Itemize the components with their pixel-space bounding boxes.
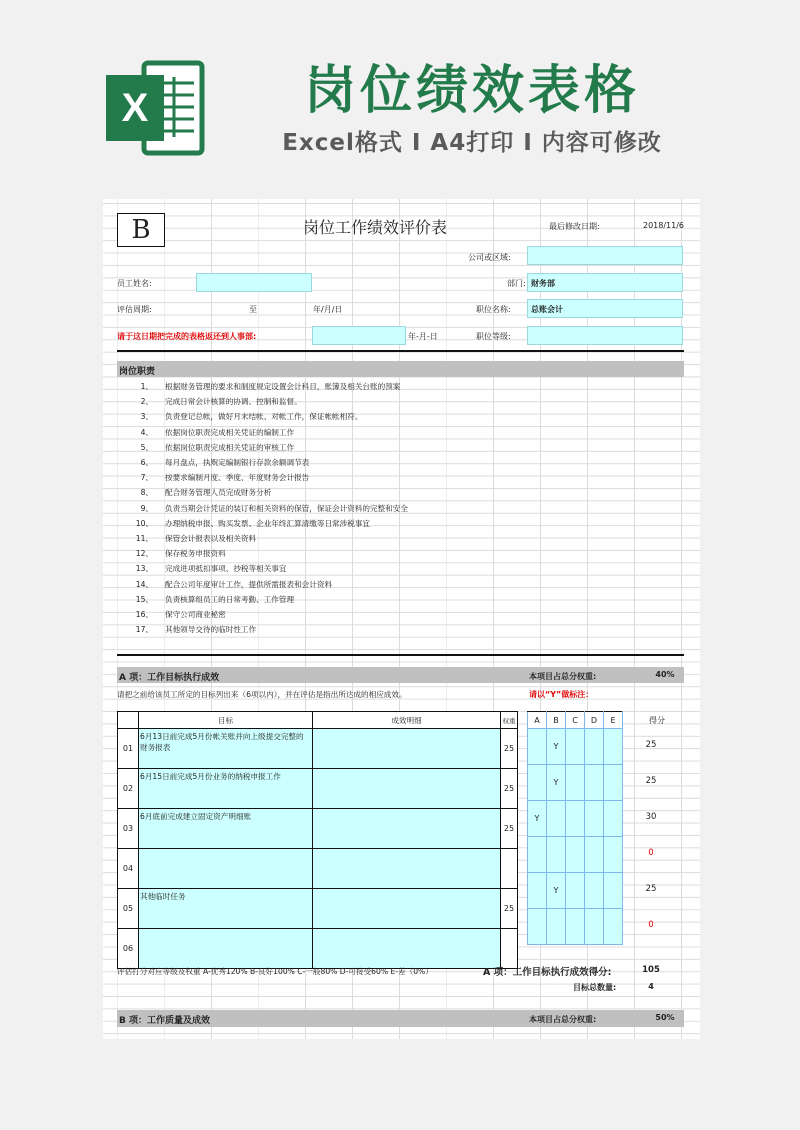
duty-item — [117, 546, 226, 561]
goal-number: 04 — [118, 849, 139, 889]
duty-text: 保管会计报表以及相关资料 — [165, 534, 257, 543]
duty-number: 14、 — [135, 579, 153, 589]
duty-number: 3、 — [140, 412, 153, 422]
mark-instruction — [529, 689, 593, 700]
goals-header-result: 成效明细 — [313, 712, 501, 729]
grade-cell-b[interactable]: Y — [547, 873, 566, 909]
goal-weight: 25 — [501, 769, 518, 809]
duty-item — [117, 516, 370, 531]
grade-table — [527, 711, 623, 945]
duty-text: 完成日常会计核算的协调、控制和监督。 — [165, 397, 302, 407]
duty-text: 完成进项抵扣事项、抄税等相关事宜 — [165, 564, 287, 574]
goals-header-blank — [118, 712, 139, 729]
grade-row — [528, 873, 623, 909]
duty-item — [117, 577, 332, 592]
goal-result-cell[interactable] — [313, 889, 501, 929]
grade-row — [528, 765, 623, 801]
grade-cell-e[interactable] — [604, 909, 623, 945]
goal-text-cell[interactable]: 其他临时任务 — [139, 889, 313, 929]
grade-header-e: E — [604, 712, 623, 729]
duty-item — [117, 485, 271, 500]
grade-cell-c[interactable] — [566, 873, 585, 909]
section-a-total-value: 105 — [642, 965, 660, 975]
department-input[interactable] — [527, 273, 683, 292]
grade-cell-d[interactable] — [585, 837, 604, 873]
grade-cell-a[interactable] — [528, 729, 547, 765]
mark-symbol: “Y” — [545, 690, 562, 699]
goal-text-cell[interactable]: 6月底前完成建立固定资产明细账 — [139, 809, 313, 849]
section-b-heading: B 项：工作质量及成效 — [119, 1016, 210, 1026]
grade-header-c: C — [566, 712, 585, 729]
duty-text: 办理纳税申报、购买发票、企业年终汇算清缴等日常涉税事宜 — [165, 518, 371, 528]
return-date-format: 年-月-日 — [408, 332, 438, 341]
grade-cell-b[interactable] — [547, 909, 566, 945]
duty-item — [117, 394, 302, 409]
goal-result-cell[interactable] — [313, 729, 501, 769]
grade-header-b: B — [547, 712, 566, 729]
department-label: 部门: — [507, 279, 526, 288]
goals-table-header — [118, 712, 518, 729]
goal-row — [118, 889, 518, 929]
goal-weight — [501, 929, 518, 969]
employee-name-input[interactable] — [196, 273, 312, 292]
period-to: 至 — [249, 305, 257, 314]
position-value: 总账会计 — [531, 305, 563, 314]
grade-scale-text: 评估打分对应等级及权重 A-优秀120% B-良好100% C-一般80% D-可接受60% E-差（0%） — [117, 967, 433, 976]
goal-number: 05 — [118, 889, 139, 929]
grade-cell-b[interactable] — [547, 801, 566, 837]
grade-cell-c[interactable] — [566, 909, 585, 945]
duty-item — [117, 622, 256, 637]
duty-number: 1、 — [140, 382, 153, 391]
last-modified-value: 2018/11/6 — [643, 221, 685, 230]
grade-cell-a[interactable] — [528, 765, 547, 801]
return-notice: 请于这日期把完成的表格返还到人事部: — [117, 332, 257, 341]
score-header: 得分 — [649, 716, 665, 725]
goal-weight: 25 — [501, 889, 518, 929]
spreadsheet-page — [103, 199, 700, 1039]
section-b-header-bar — [117, 1010, 684, 1027]
department-value: 财务部 — [531, 279, 555, 288]
duty-item — [117, 561, 287, 576]
section-a-weight-label: 本项目占总分权重: — [529, 672, 597, 681]
goal-weight: 25 — [501, 809, 518, 849]
goal-text-cell[interactable]: 6月15日前完成5月份业务的纳税申报工作 — [139, 769, 313, 809]
grade-cell-c[interactable] — [566, 801, 585, 837]
grade-cell-d[interactable] — [585, 765, 604, 801]
grade-cell-e[interactable] — [604, 765, 623, 801]
goal-row — [118, 809, 518, 849]
duty-text: 依据岗位职责完成相关凭证的编制工作 — [165, 427, 295, 437]
employee-name-label: 员工姓名: — [117, 279, 152, 288]
duty-item — [117, 409, 362, 424]
goal-row — [118, 729, 518, 769]
grade-cell-e[interactable] — [604, 837, 623, 873]
duty-number: 9、 — [140, 503, 153, 513]
grade-cell-e[interactable] — [604, 873, 623, 909]
goal-text-cell[interactable]: 6月13日前完成5月份帐关账并向上级提交完整的财务报表 — [139, 729, 313, 769]
duty-number: 17、 — [135, 625, 153, 635]
duty-item — [117, 607, 226, 622]
grade-cell-e[interactable] — [604, 729, 623, 765]
duty-text: 保存税务申报资料 — [165, 549, 226, 559]
goal-weight — [501, 849, 518, 889]
grade-header-a: A — [528, 712, 547, 729]
duties-heading: 岗位职责 — [119, 367, 156, 377]
goal-result-cell[interactable] — [313, 849, 501, 889]
goal-text-cell[interactable] — [139, 849, 313, 889]
duty-text: 按要求编制月度、季度、年度财务会计报告 — [165, 473, 310, 483]
grade-cell-d[interactable] — [585, 801, 604, 837]
goal-score: 25 — [645, 884, 657, 894]
duty-item — [117, 592, 294, 607]
mark-suffix: 做标注： — [561, 690, 594, 699]
grade-cell-c[interactable] — [566, 729, 585, 765]
duty-item — [117, 440, 294, 455]
goal-score: 0 — [648, 848, 654, 858]
position-input[interactable] — [527, 299, 683, 318]
duty-number: 15、 — [135, 594, 153, 604]
return-date-input[interactable] — [312, 326, 406, 345]
grade-cell-a[interactable] — [528, 873, 547, 909]
duty-item — [117, 470, 309, 485]
goal-number: 03 — [118, 809, 139, 849]
duty-item — [117, 425, 294, 440]
duty-text: 配合公司年度审计工作，提供所需报表和会计资料 — [165, 579, 333, 589]
grade-cell-a[interactable]: Y — [528, 801, 547, 837]
goals-table — [117, 711, 518, 969]
goal-result-cell[interactable] — [313, 769, 501, 809]
goal-row — [118, 849, 518, 889]
section-a-header-bar — [117, 667, 684, 683]
company-input[interactable] — [527, 246, 683, 265]
duty-number: 4、 — [140, 427, 153, 437]
section-a-total-label: A 项：工作目标执行成效得分: — [483, 967, 612, 978]
goal-result-cell[interactable] — [313, 809, 501, 849]
period-format: 年/月/日 — [313, 305, 343, 314]
goal-score: 0 — [648, 920, 654, 930]
duty-item — [117, 501, 408, 516]
grade-label: 职位等级: — [476, 332, 511, 341]
excel-logo-icon — [104, 57, 206, 159]
duty-number: 8、 — [140, 488, 153, 498]
duty-number: 13、 — [135, 564, 153, 574]
duty-text: 负责当期会计凭证的装订和相关资料的保管，保证会计资料的完整和安全 — [165, 503, 408, 513]
goal-weight: 25 — [501, 729, 518, 769]
duty-text: 根据财务管理的要求和制度规定设置会计科目，账簿及相关台账的预案 — [165, 382, 401, 391]
goal-count-label: 目标总数量: — [573, 983, 617, 992]
grade-cell-d[interactable] — [585, 873, 604, 909]
duty-item — [117, 531, 256, 546]
duty-item — [117, 379, 400, 394]
goal-score: 25 — [645, 740, 657, 750]
goal-row — [118, 929, 518, 969]
goal-score: 25 — [645, 776, 657, 786]
divider — [117, 654, 684, 656]
duty-number: 10、 — [135, 518, 153, 528]
mark-prefix: 请以 — [529, 690, 545, 699]
grade-input[interactable] — [527, 326, 683, 345]
grade-row — [528, 837, 623, 873]
goal-result-cell[interactable] — [313, 929, 501, 969]
grade-cell-d[interactable] — [585, 729, 604, 765]
section-b-weight-value: 50% — [655, 1013, 675, 1022]
company-label: 公司或区域: — [468, 253, 511, 262]
position-label: 职位名称: — [476, 305, 511, 314]
grade-row — [528, 801, 623, 837]
duty-text: 保守公司商业秘密 — [165, 610, 226, 619]
goal-row — [118, 769, 518, 809]
duty-item — [117, 455, 309, 470]
goal-text-cell[interactable] — [139, 929, 313, 969]
logo-letter: X — [121, 86, 149, 130]
duty-text: 负责核算组员工的日常考勤、工作管理 — [165, 594, 295, 604]
duties-header-bar — [117, 361, 684, 377]
last-modified-label: 最后修改日期: — [549, 222, 600, 231]
banner-subtitle: Excel格式 I A4打印 I 内容可修改 — [282, 130, 662, 156]
section-a-instruction: 请把之前给该员工所定的目标列出来（6项以内），并在评估是指出所达成的相应成效。 — [117, 690, 407, 699]
duty-text: 配合财务管理人员完成财务分析 — [165, 488, 272, 498]
duty-number: 6、 — [140, 458, 153, 467]
goal-count-value: 4 — [648, 982, 654, 991]
duty-number: 2、 — [140, 397, 153, 407]
grade-cell-c[interactable] — [566, 765, 585, 801]
grade-cell-e[interactable] — [604, 801, 623, 837]
duty-text: 负责登记总帐，做好月末结帐、对帐工作，保证帐帐相符。 — [165, 412, 363, 422]
goal-number: 01 — [118, 729, 139, 769]
duty-number: 5、 — [140, 442, 153, 452]
period-label: 评估周期: — [117, 305, 152, 314]
grade-cell-b[interactable]: Y — [547, 729, 566, 765]
level-letter-box: B — [117, 213, 165, 247]
goal-number: 02 — [118, 769, 139, 809]
section-a-weight-value: 40% — [655, 670, 675, 679]
grade-header-d: D — [585, 712, 604, 729]
duty-number: 11、 — [135, 534, 153, 543]
section-b-weight-label: 本项目占总分权重: — [529, 1015, 597, 1024]
goals-header-goal: 目标 — [139, 712, 313, 729]
duty-text: 每月盘点，执贶定编制银行存款余额调节表 — [165, 458, 310, 467]
duty-text: 依据岗位职责完成相关凭证的审核工作 — [165, 442, 295, 452]
duty-number: 12、 — [135, 549, 153, 559]
sheet-title: 岗位工作绩效评价表 — [303, 218, 448, 237]
grade-table-header — [528, 712, 623, 729]
duty-text: 其他领导交待的临时性工作 — [165, 625, 257, 635]
grade-row — [528, 729, 623, 765]
grade-cell-a[interactable] — [528, 909, 547, 945]
grade-cell-d[interactable] — [585, 909, 604, 945]
divider — [117, 350, 684, 352]
banner-title: 岗位绩效表格 — [303, 61, 640, 121]
goal-score: 30 — [645, 812, 657, 822]
grade-cell-b[interactable]: Y — [547, 765, 566, 801]
goal-number: 06 — [118, 929, 139, 969]
duty-number: 16、 — [135, 610, 153, 619]
grade-cell-b[interactable] — [547, 837, 566, 873]
grade-row — [528, 909, 623, 945]
grade-cell-a[interactable] — [528, 837, 547, 873]
goals-header-weight: 权重 — [501, 712, 518, 729]
grade-cell-c[interactable] — [566, 837, 585, 873]
duty-number: 7、 — [140, 473, 153, 483]
section-a-heading: A 项：工作目标执行成效 — [119, 673, 220, 683]
